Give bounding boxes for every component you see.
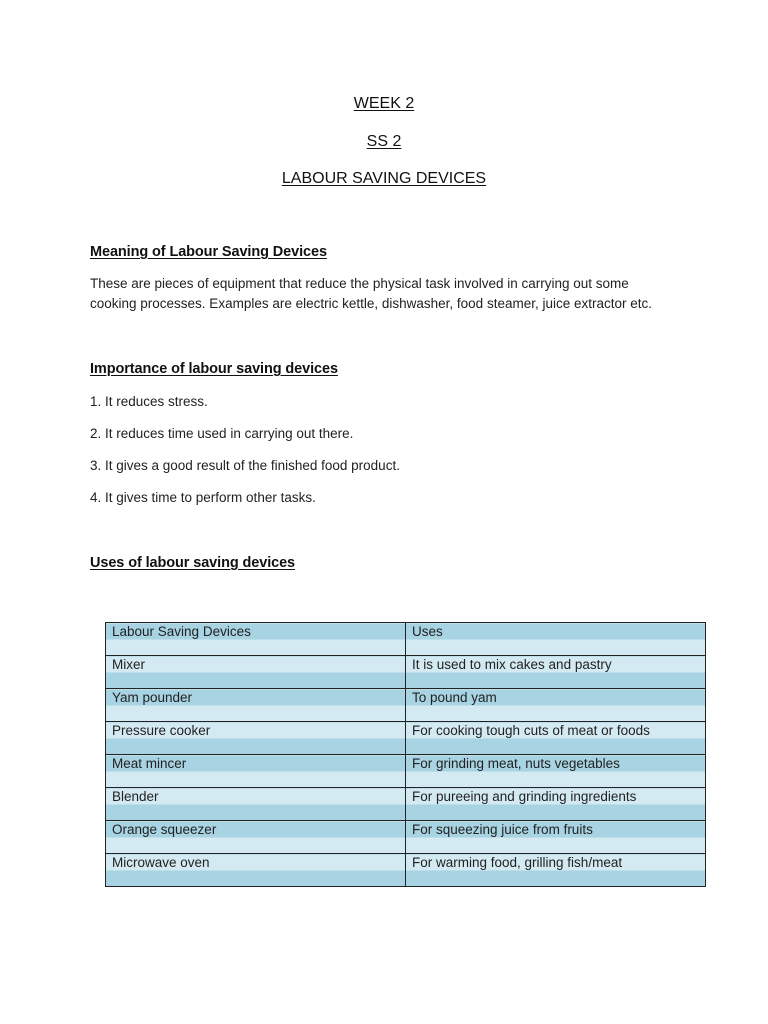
importance-item: 1. It reduces stress. (90, 394, 208, 409)
device-cell: Orange squeezer (106, 821, 406, 854)
topic-title: LABOUR SAVING DEVICES (281, 170, 487, 187)
use-cell: To pound yam (406, 689, 706, 722)
table-row (106, 656, 706, 689)
device-cell: Mixer (106, 656, 406, 689)
table-row (106, 689, 706, 722)
meaning-line-2: cooking processes. Examples are electric kettle, dishwasher, food steamer, juice extractor etc. (90, 296, 653, 311)
week-title: WEEK 2 (353, 95, 415, 112)
importance-item: 4. It gives time to perform other tasks. (90, 490, 316, 505)
device-cell: Microwave oven (106, 854, 406, 887)
device-cell: Pressure cooker (106, 722, 406, 755)
class-title: SS 2 (366, 133, 402, 150)
table-row (106, 821, 706, 854)
table-row (106, 854, 706, 887)
table-row (106, 722, 706, 755)
use-cell: For warming food, grilling fish/meat (406, 854, 706, 887)
use-cell: For squeezing juice from fruits (406, 821, 706, 854)
uses-heading: Uses of labour saving devices (90, 555, 296, 571)
use-cell: For grinding meat, nuts vegetables (406, 755, 706, 788)
use-cell: For pureeing and grinding ingredients (406, 788, 706, 821)
device-cell: Blender (106, 788, 406, 821)
table-row (106, 788, 706, 821)
device-cell: Meat mincer (106, 755, 406, 788)
use-cell: It is used to mix cakes and pastry (406, 656, 706, 689)
importance-item: 3. It gives a good result of the finished food product. (90, 458, 400, 473)
uses-table (105, 622, 706, 887)
use-cell: For cooking tough cuts of meat or foods (406, 722, 706, 755)
device-cell: Yam pounder (106, 689, 406, 722)
table-header-row (106, 623, 706, 656)
importance-heading: Importance of labour saving devices (90, 361, 338, 377)
meaning-paragraph (90, 274, 690, 314)
table-header-cell: Labour Saving Devices (106, 623, 406, 656)
meaning-line-1: These are pieces of equipment that reduce the physical task involved in carrying out some (90, 276, 629, 291)
importance-item: 2. It reduces time used in carrying out there. (90, 426, 354, 441)
table-row (106, 755, 706, 788)
table-header-cell: Uses (406, 623, 706, 656)
meaning-heading: Meaning of Labour Saving Devices (90, 244, 327, 260)
